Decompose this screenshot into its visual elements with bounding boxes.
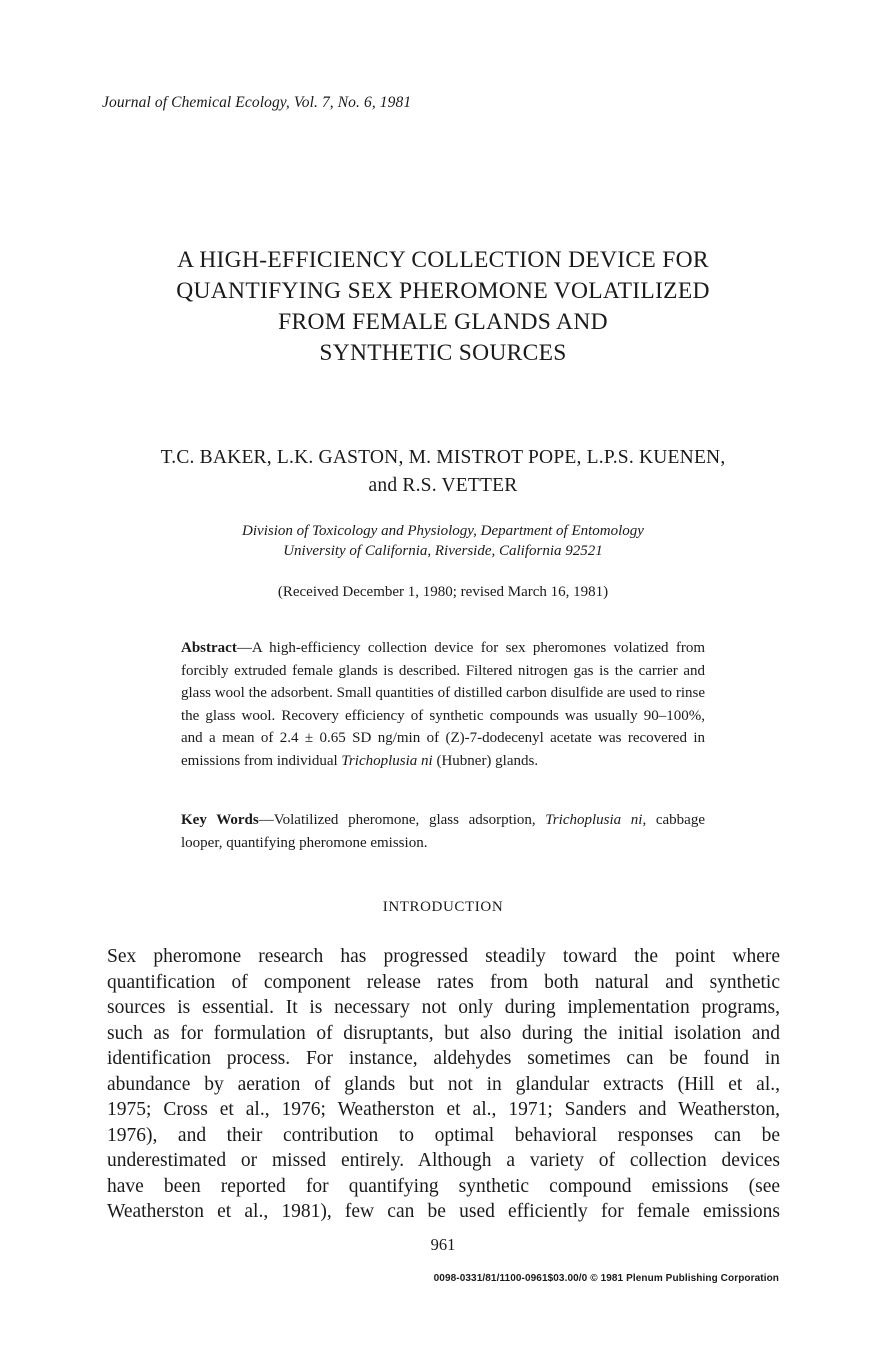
- abstract-text-end: (Hubner) glands.: [432, 752, 539, 769]
- body-line: 1976), and their contribution to optimal behavioral responses can be: [107, 1124, 780, 1146]
- body-line: Sex pheromone research has progressed steadily toward the point where: [107, 946, 780, 967]
- author-line: and R.S. VETTER: [368, 475, 518, 496]
- body-line: Weatherston et al., 1981), few can be used efficiently for female emissions: [107, 1201, 780, 1222]
- page-number: 961: [430, 1235, 456, 1254]
- received-dates: (Received December 1, 1980; revised March 16, 1981): [277, 584, 609, 600]
- body-line: underestimated or missed entirely. Although a variety of collection devices: [107, 1150, 780, 1171]
- title-line: QUANTIFYING SEX PHEROMONE VOLATILIZED: [176, 278, 710, 304]
- affiliation-line: Division of Toxicology and Physiology, Department of Entomology: [242, 523, 644, 539]
- keywords-text: —Volatilized pheromone, glass adsorption,: [258, 812, 546, 828]
- body-line: identification process. For instance, aldehydes sometimes can be found in: [107, 1048, 780, 1069]
- keywords: [181, 809, 705, 854]
- introduction-body: [107, 944, 780, 1225]
- journal-header: Journal of Chemical Ecology, Vol. 7, No. 6, 1981: [102, 94, 412, 111]
- abstract-text: —A high-efficiency collection device for sex pheromones volatized from forcibly extruded female glands is described. Filtered nitrogen gas is the carrier and glass wool the adsorbent. Small quantities of distilled carbon disulfide are used to rinse the glass wool. Recovery efficiency of synthetic compounds was usually 90–100%, and a mean of 2.4 ± 0.65 SD ng/min of (Z)-7-dodecenyl acetate was recovered in emissions from individual: [181, 640, 705, 769]
- title-line: SYNTHETIC SOURCES: [319, 340, 567, 366]
- body-line: abundance by aeration of glands but not in glandular extracts (Hill et al.,: [107, 1073, 780, 1095]
- abstract-species: Trichoplusia ni: [341, 752, 433, 769]
- author-line: T.C. BAKER, L.K. GASTON, M. MISTROT POPE, L.P.S. KUENEN,: [160, 447, 726, 468]
- affiliation: [40, 521, 846, 561]
- copyright-footer: 0098-0331/81/1100-0961$03.00/0 © 1981 Plenum Publishing Corporation: [433, 1273, 779, 1284]
- body-line: have been reported for quantifying synthetic compound emissions (see: [107, 1175, 780, 1197]
- body-line: quantification of component release rates from both natural and synthetic: [107, 971, 780, 993]
- title-line: A HIGH-EFFICIENCY COLLECTION DEVICE FOR: [177, 247, 709, 273]
- affiliation-line: University of California, Riverside, California 92521: [283, 543, 603, 559]
- keywords-text-end: , cabbage looper, quantifying pheromone emission.: [181, 812, 705, 851]
- section-heading-introduction: INTRODUCTION: [382, 899, 504, 915]
- body-line: such as for formulation of disruptants, but also during the initial isolation and: [107, 1022, 780, 1044]
- abstract: [181, 637, 705, 772]
- keywords-species: Trichoplusia ni: [545, 812, 643, 828]
- abstract-label: Abstract: [181, 640, 237, 656]
- author-list: [40, 444, 846, 500]
- article-title: [40, 245, 846, 369]
- title-line: FROM FEMALE GLANDS AND: [278, 309, 608, 335]
- keywords-label: Key Words: [181, 812, 259, 828]
- body-line: 1975; Cross et al., 1976; Weatherston et al., 1971; Sanders and Weatherston,: [107, 1099, 780, 1120]
- body-line: sources is essential. It is necessary not only during implementation programs,: [107, 997, 780, 1018]
